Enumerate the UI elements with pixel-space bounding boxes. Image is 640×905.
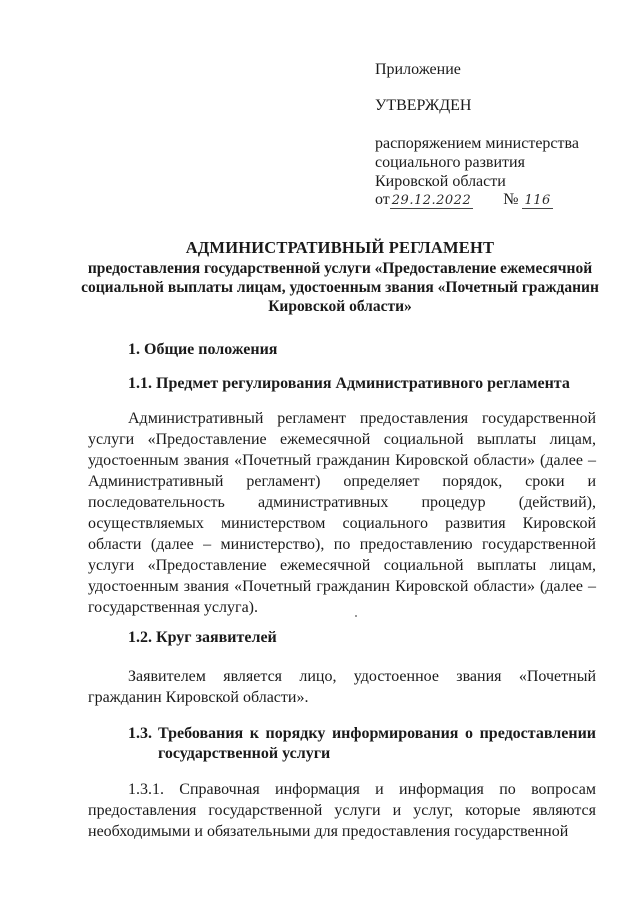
paragraph: Заявителем является лицо, удостоенное звания «Почетный гражданин Кировской области». <box>88 668 596 706</box>
scan-speck <box>355 615 357 617</box>
paragraph: Административный регламент предоставления государственной услуги «Предоставление ежемесячной социальной выплаты лицам, удостоенным звания «Почетный гражданин Кировской области» (далее – Административный регламент) определяет порядок, сроки и последовательность административных процедур (действий), осуществляемых министерством социального развития Кировской области (далее – министерство), по предоставлению государственной услуги «Предоставление ежемесячной социальной выплаты лицам, удостоенным звания «Почетный гражданин Кировской области» (далее – государственная услуга). <box>88 410 596 616</box>
subsection-number: 1.3. <box>128 725 152 742</box>
date-number-line <box>375 190 553 211</box>
approved-by-line: распоряжением министерства <box>375 135 579 152</box>
number-prefix: № <box>503 191 519 208</box>
subsection-heading: Требования к порядку информирования о предоставлении государственной услуги <box>158 725 596 762</box>
approved-label: УТВЕРЖДЕН <box>375 97 472 114</box>
document-title: АДМИНИСТРАТИВНЫЙ РЕГЛАМЕНТ <box>185 238 495 257</box>
document-subtitle: предоставления государственной услуги «Предоставление ежемесячной социальной выплаты лицам, удостоенным звания «Почетный гражданин Кировской области» <box>81 260 599 315</box>
handwritten-date: 29.12.2022 <box>391 193 472 208</box>
section-heading: 1. Общие положения <box>128 341 278 358</box>
approved-by-line: социального развития <box>375 154 525 171</box>
handwritten-number: 116 <box>524 193 551 208</box>
subsection-heading: 1.2. Круг заявителей <box>128 629 277 646</box>
paragraph: 1.3.1. Справочная информация и информация по вопросам предоставления государственной услуги и услуг, которые являются необходимыми и обязательными для предоставления государственной <box>88 781 596 840</box>
approved-by-line: Кировской области <box>375 173 506 190</box>
appendix-label: Приложение <box>375 61 461 78</box>
date-prefix: от <box>375 191 390 208</box>
subsection-heading: 1.1. Предмет регулирования Административного регламента <box>128 375 570 392</box>
